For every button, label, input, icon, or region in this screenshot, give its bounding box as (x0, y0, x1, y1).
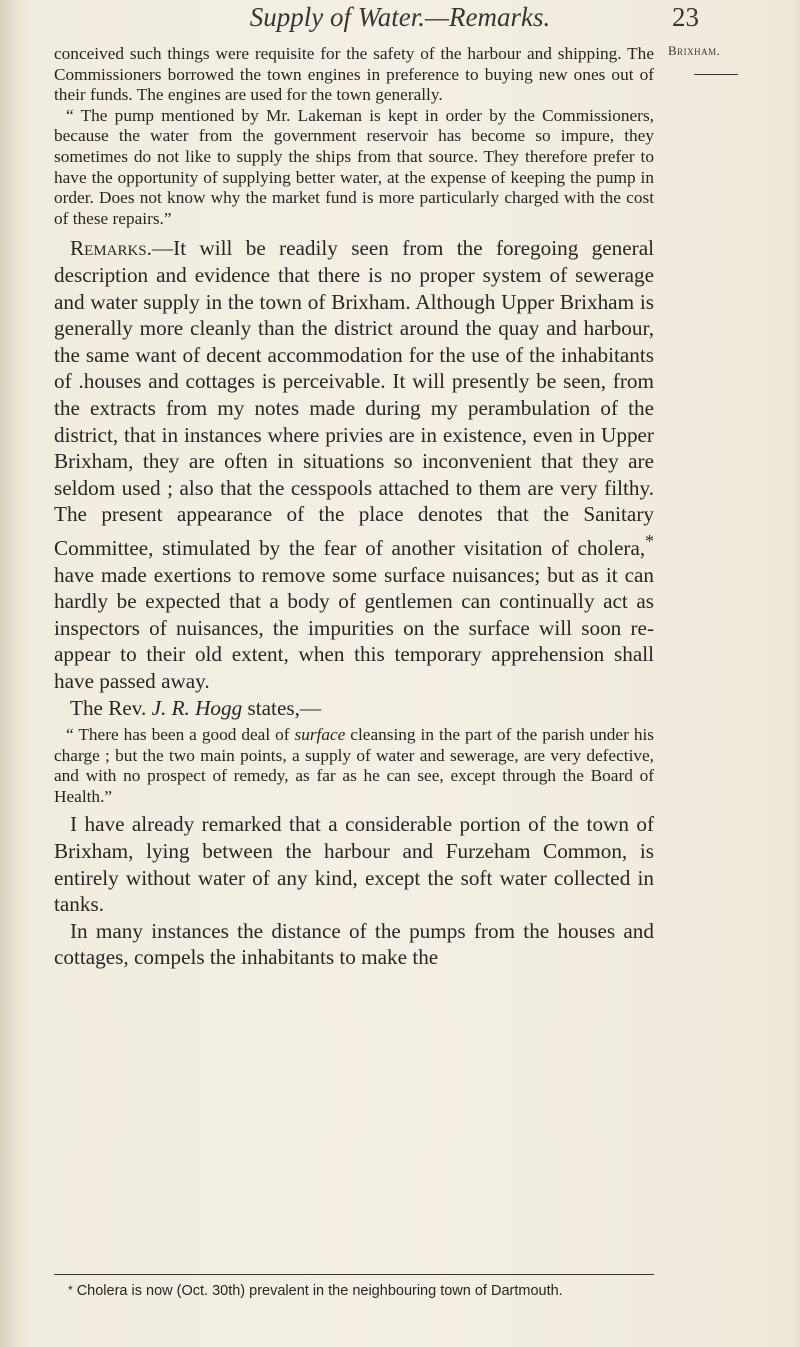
footnote-rule (54, 1274, 654, 1275)
page-number: 23 (672, 2, 699, 32)
quote-hogg-evidence: “ There has been a good deal of surface cleansing in the part of the parish under his charge ; but the two main points, a supply of water and sewerage, are very defective, and with no prospect of remedy, as far as he can see, except through the Board of Health.” (54, 725, 654, 806)
remarks-text-part2: have made exertions to remove some surface nuisances; but as it can hardly be expected that a body of gentlemen can continually act as inspectors of nuisances, the impurities on the surface will soon re-appear to their old extent, when this temporary apprehension shall have passed away. (54, 562, 654, 693)
binding-gutter (0, 0, 18, 1347)
paragraph-commissioners-engines: conceived such things were requisite for the safety of the harbour and shipping. The Commissioners borrowed the town engines in preference to buying new ones out of their funds. The engines are used for the town generally. (54, 44, 654, 105)
name-hogg: J. R. Hogg (151, 695, 243, 720)
footnote (54, 1282, 654, 1300)
running-head (0, 2, 800, 42)
paragraph-remarks (54, 235, 654, 694)
emphasis-surface: surface (294, 725, 346, 745)
margin-dash (694, 74, 738, 75)
remarks-text-part1: —It will be readily seen from the foregoing general description and evidence that there is no proper system of sewerage and water supply in the town of Brixham. Although Upper Brixham is generally more cleanly than the district around the quay and harbour, the same want of decent accommodation for the use of the inhabitants of .houses and cottages is perceivable. It will presently be seen, from the extracts from my notes made during my perambulation of the district, that in instances where privies are in existence, even in Upper Brixham, they are often in situations so inconvenient that they are seldom used ; also that the cesspools attached to them are very filthy. The present appearance of the place denotes that the Sanitary Committee, stimulated by the fear of another visitation of cholera, (54, 236, 654, 560)
running-title: Supply of Water.—Remarks. (249, 2, 551, 32)
remarks-label: Remarks. (70, 236, 152, 261)
footnote-mark: * (68, 1283, 73, 1297)
footnote-text: * Cholera is now (Oct. 30th) prevalent in the neighbouring town of Dartmouth. (68, 1283, 563, 1299)
quote-pump-evidence: “ The pump mentioned by Mr. Lakeman is kept in order by the Commissioners, because the water from the government reservoir has become so impure, they sometimes do not like to supply the ships from that source. They therefore prefer to have the opportunity of supplying better water, at the expense of keeping the pump in order. Does not know why the market fund is more particularly charged with the cost of these repairs.” (54, 105, 654, 228)
paragraph-pump-distance: In many instances the distance of the pumps from the houses and cottages, compels the inhabitants to make the (54, 918, 654, 970)
margin-note-brixham: Brixham. (668, 43, 721, 58)
paragraph-water-absence: I have already remarked that a considerable portion of the town of Brixham, lying between the harbour and Furzeham Common, is entirely without water of any kind, except the soft water collected in tanks. (54, 812, 654, 917)
body-text (54, 44, 654, 971)
footnote-reference[interactable]: * (645, 530, 654, 551)
paragraph-rev-hogg: The Rev. J. R. Hogg states,— (70, 695, 322, 720)
